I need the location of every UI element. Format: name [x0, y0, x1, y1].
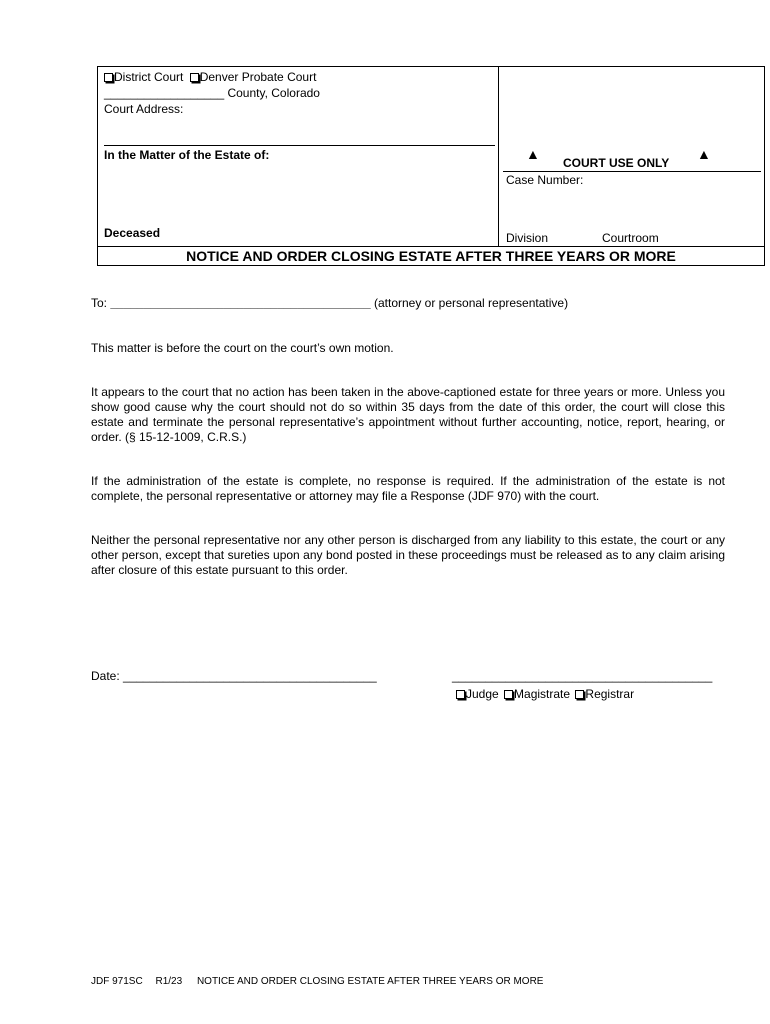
to-blank[interactable]: _______________________________________ — [110, 296, 371, 310]
court-use-only-label: COURT USE ONLY — [563, 156, 670, 170]
footer-form-id: JDF 971SC — [91, 976, 143, 987]
paragraph-motion: This matter is before the court on the court’s own motion. — [91, 341, 394, 355]
court-type-options — [104, 70, 316, 84]
matter-label: In the Matter of the Estate of: — [104, 148, 270, 162]
registrar-checkbox[interactable] — [575, 690, 584, 699]
courtroom-label: Courtroom — [602, 231, 659, 245]
court-use-divider — [503, 171, 761, 172]
paragraph-liability: Neither the personal representative nor any other person is discharged from any liability to this estate, the court or any other person, except that sureties upon any bond posted in these proceedings must be released as to any claim arising after closure of this estate pursuant to this order. — [91, 533, 725, 577]
title-divider — [97, 246, 765, 247]
denver-probate-label: Denver Probate Court — [199, 70, 317, 84]
caption-divider — [498, 66, 499, 246]
judge-label: Judge — [466, 687, 499, 701]
division-label: Division — [506, 231, 549, 245]
to-line — [91, 296, 568, 310]
paragraph-no-action: It appears to the court that no action has been taken in the above-captioned estate for three years or more. Unless you show good cause why the court should not do so within 35 days from the date of this order, the court will close this estate and terminate the personal representative’s appointment without further accounting, notice, report, hearing, or order. (§ 15-12-1009, C.R.S.) — [91, 385, 725, 444]
triangle-up-icon-right: ▲ — [697, 146, 711, 162]
magistrate-label: Magistrate — [514, 687, 571, 701]
date-line[interactable]: Date: ______________________________________ — [91, 669, 377, 683]
to-label: To: — [91, 296, 108, 310]
judge-checkbox[interactable] — [456, 690, 465, 699]
case-number-label: Case Number: — [506, 173, 584, 187]
footer — [91, 976, 543, 987]
paragraph-response: If the administration of the estate is complete, no response is required. If the administration of the estate is not complete, the personal representative or attorney may file a Response (JDF 970) with the court. — [91, 474, 725, 503]
denver-probate-checkbox[interactable] — [190, 73, 199, 82]
magistrate-checkbox[interactable] — [504, 690, 513, 699]
deceased-label: Deceased — [104, 226, 161, 240]
registrar-label: Registrar — [585, 687, 635, 701]
signer-options — [456, 687, 634, 701]
signature-line[interactable]: _______________________________________ — [452, 669, 713, 683]
matter-divider — [104, 145, 495, 146]
to-note: (attorney or personal representative) — [373, 296, 569, 310]
district-court-checkbox[interactable] — [104, 73, 113, 82]
district-court-label: District Court — [114, 70, 184, 84]
court-address-label: Court Address: — [104, 102, 184, 116]
footer-title: NOTICE AND ORDER CLOSING ESTATE AFTER THREE YEARS OR MORE — [196, 976, 544, 987]
triangle-up-icon-left: ▲ — [526, 146, 540, 162]
form-title: NOTICE AND ORDER CLOSING ESTATE AFTER THREE YEARS OR MORE — [186, 248, 676, 264]
county-line: __________________ County, Colorado — [104, 86, 320, 100]
footer-revision: R1/23 — [155, 976, 183, 987]
